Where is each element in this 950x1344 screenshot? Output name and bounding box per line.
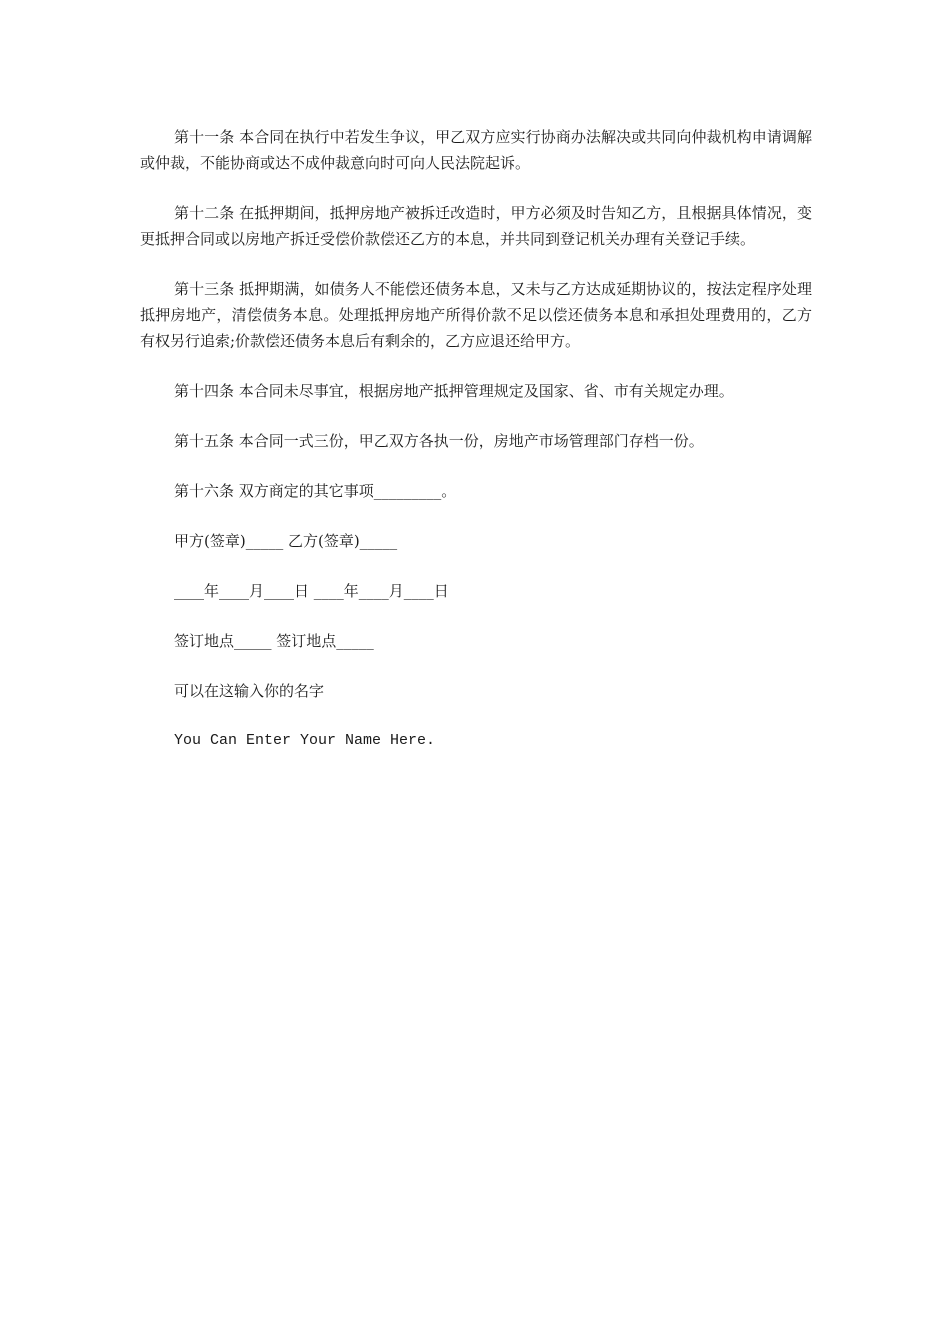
article-11: 第十一条 本合同在执行中若发生争议，甲乙双方应实行协商办法解决或共同向仲裁机构申请调解或仲裁，不能协商或达不成仲裁意向时可向人民法院起诉。 bbox=[140, 128, 812, 172]
article-13: 第十三条 抵押期满，如债务人不能偿还债务本息，又未与乙方达成延期协议的，按法定程序处理抵押房地产，清偿债务本息。处理抵押房地产所得价款不足以偿还债务本息和承担处理费用的，乙方有权另行追索;价款偿还债务本息后有剩余的，乙方应退还给甲方。 bbox=[140, 280, 812, 350]
name-prompt-chinese: 可以在这输入你的名字 bbox=[174, 682, 325, 700]
article-12: 第十二条 在抵押期间，抵押房地产被拆迁改造时，甲方必须及时告知乙方，且根据具体情况，变更抵押合同或以房地产拆迁受偿价款偿还乙方的本息，并共同到登记机关办理有关登记手续。 bbox=[140, 204, 812, 248]
document-body bbox=[140, 124, 812, 778]
signing-place-line: 签订地点_____ 签订地点_____ bbox=[174, 632, 374, 650]
date-line: ____年____月____日 ____年____月____日 bbox=[174, 582, 449, 600]
article-14: 第十四条 本合同未尽事宜，根据房地产抵押管理规定及国家、省、市有关规定办理。 bbox=[174, 382, 734, 400]
article-16: 第十六条 双方商定的其它事项_________。 bbox=[174, 482, 457, 500]
name-prompt-english: You Can Enter Your Name Here. bbox=[174, 732, 436, 749]
signature-line: 甲方(签章)_____ 乙方(签章)_____ bbox=[174, 532, 398, 550]
article-15: 第十五条 本合同一式三份，甲乙双方各执一份，房地产市场管理部门存档一份。 bbox=[174, 432, 704, 450]
